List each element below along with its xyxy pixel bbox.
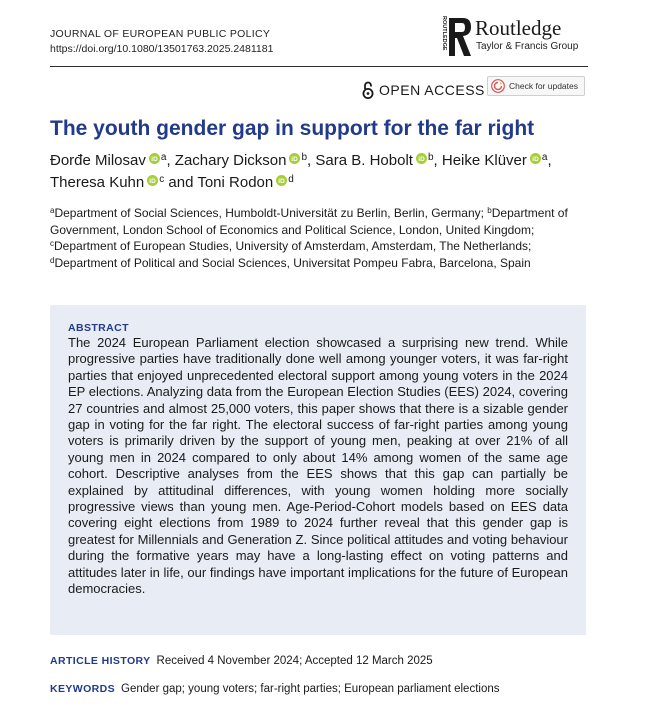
article-title: The youth gender gap in support for the far right: [50, 117, 535, 140]
author: [50, 174, 193, 191]
affiliation-mark: a: [160, 152, 167, 163]
author-separator: ,: [433, 152, 438, 169]
orcid-icon[interactable]: [149, 153, 160, 164]
svg-text:iD: iD: [291, 155, 299, 163]
affiliation-mark: b: [301, 152, 308, 163]
svg-text:iD: iD: [151, 155, 158, 163]
publisher-name: Routledge: [475, 16, 562, 40]
check-updates-label: Check for updates: [509, 81, 578, 91]
journal-name: JOURNAL OF EUROPEAN PUBLIC POLICY: [50, 28, 271, 40]
author-name: Toni Rodon: [197, 174, 274, 191]
doi-link[interactable]: https://doi.org/10.1080/13501763.2025.2481181: [50, 43, 274, 55]
svg-text:iD: iD: [532, 155, 539, 163]
abstract-box: [50, 305, 586, 635]
orcid-icon[interactable]: [276, 175, 287, 186]
orcid-icon[interactable]: [530, 153, 541, 164]
orcid-icon[interactable]: [289, 153, 300, 164]
affiliation-mark: b: [427, 152, 434, 163]
affiliation-text: Department of Political and Social Sciences, Universitat Pompeu Fabra, Barcelona, Spain: [54, 255, 531, 270]
article-history-text: Received 4 November 2024; Accepted 12 March 2025: [156, 655, 433, 667]
keywords-heading: KEYWORDS: [50, 683, 116, 695]
article-history: [50, 655, 433, 667]
author-separator: ,: [307, 152, 312, 169]
author-separator: ,: [547, 152, 552, 169]
author-name: Heike Klüver: [441, 152, 527, 169]
author: [442, 152, 552, 169]
affiliation-mark: c: [159, 174, 165, 185]
open-lock-icon: [362, 81, 374, 99]
orcid-icon[interactable]: [416, 153, 427, 164]
abstract-heading: ABSTRACT: [68, 322, 129, 334]
author-name: Theresa Kuhn: [50, 174, 145, 191]
author-name: Đorđe Milosav: [50, 152, 146, 169]
routledge-logo-icon: [437, 14, 473, 58]
author: [197, 174, 293, 191]
keywords: [50, 683, 499, 695]
affiliation-mark: b: [487, 206, 492, 215]
author-separator: and: [164, 174, 194, 191]
affiliation-mark: c: [50, 239, 54, 248]
affiliation-mark: a: [541, 152, 548, 163]
author: [50, 152, 171, 169]
affiliation-mark: a: [50, 206, 55, 215]
keywords-text: Gender gap; young voters; far-right parties; European parliament elections: [121, 683, 500, 695]
check-updates-icon: [491, 79, 505, 93]
affiliations: [50, 205, 588, 271]
author: [175, 152, 311, 169]
open-access-badge: [362, 80, 485, 100]
abstract-text: The 2024 European Parliament election showcased a surprising new trend. While progressive parties have traditionally done well among younger voters, it was far-right parties that enjoyed unprecedented electoral support among young voters in the 2024 EP elections. Analyzing data from the European Election Studies (EES) 2024, covering 27 countries and almost 25,000 voters, this paper shows that there is a sizable gender gap in voting for the far right. The electoral success of far-right parties among young voters is primarily driven by the support of young men, peaking at over 21% of all young men in 2024 compared to only about 14% among women of the same age cohort. Descriptive analyses from the EES shows that this gap can partially be explained by attitudinal differences, with young women holding more socially progressive views than young men. Age-Period-Cohort models based on EES data covering eight elections from 1989 to 2024 further reveal that this gender gap is greatest for Millennials and Generation Z. Since political attitudes and voting behaviour during the formative years may have a long-lasting effect on voting patterns and attitudes later in life, our findings have important implications for the future of European democracies.: [68, 335, 568, 597]
affiliation-text: Department of Social Sciences, Humboldt-Universität zu Berlin, Berlin, Germany;: [54, 206, 488, 220]
publisher-logo: [437, 14, 597, 58]
affiliation-text: Department of European Studies, University of Amsterdam, Amsterdam, The Netherlands;: [54, 239, 532, 253]
article-history-heading: ARTICLE HISTORY: [50, 655, 151, 667]
orcid-icon[interactable]: [147, 175, 158, 186]
open-access-label: OPEN ACCESS: [379, 82, 485, 98]
author-name: Sara B. Hobolt: [315, 152, 413, 169]
header-rule: [50, 66, 588, 67]
publisher-logo-lettering: ROUTLEDGE: [441, 16, 447, 51]
check-for-updates-button[interactable]: [487, 76, 585, 96]
affiliation-text: Department of Government, London School of Economics and Political Science, London, United Kingdom;: [50, 206, 568, 237]
author-list: [50, 150, 610, 194]
svg-text:iD: iD: [278, 177, 285, 185]
author-separator: ,: [166, 152, 171, 169]
svg-text:iD: iD: [149, 177, 156, 185]
affiliation-mark: d: [50, 255, 55, 265]
svg-text:iD: iD: [418, 155, 425, 163]
author-name: Zachary Dickson: [174, 152, 287, 169]
author: [315, 152, 437, 169]
affiliation-mark: d: [288, 174, 294, 185]
publisher-subtitle: Taylor & Francis Group: [476, 41, 579, 52]
